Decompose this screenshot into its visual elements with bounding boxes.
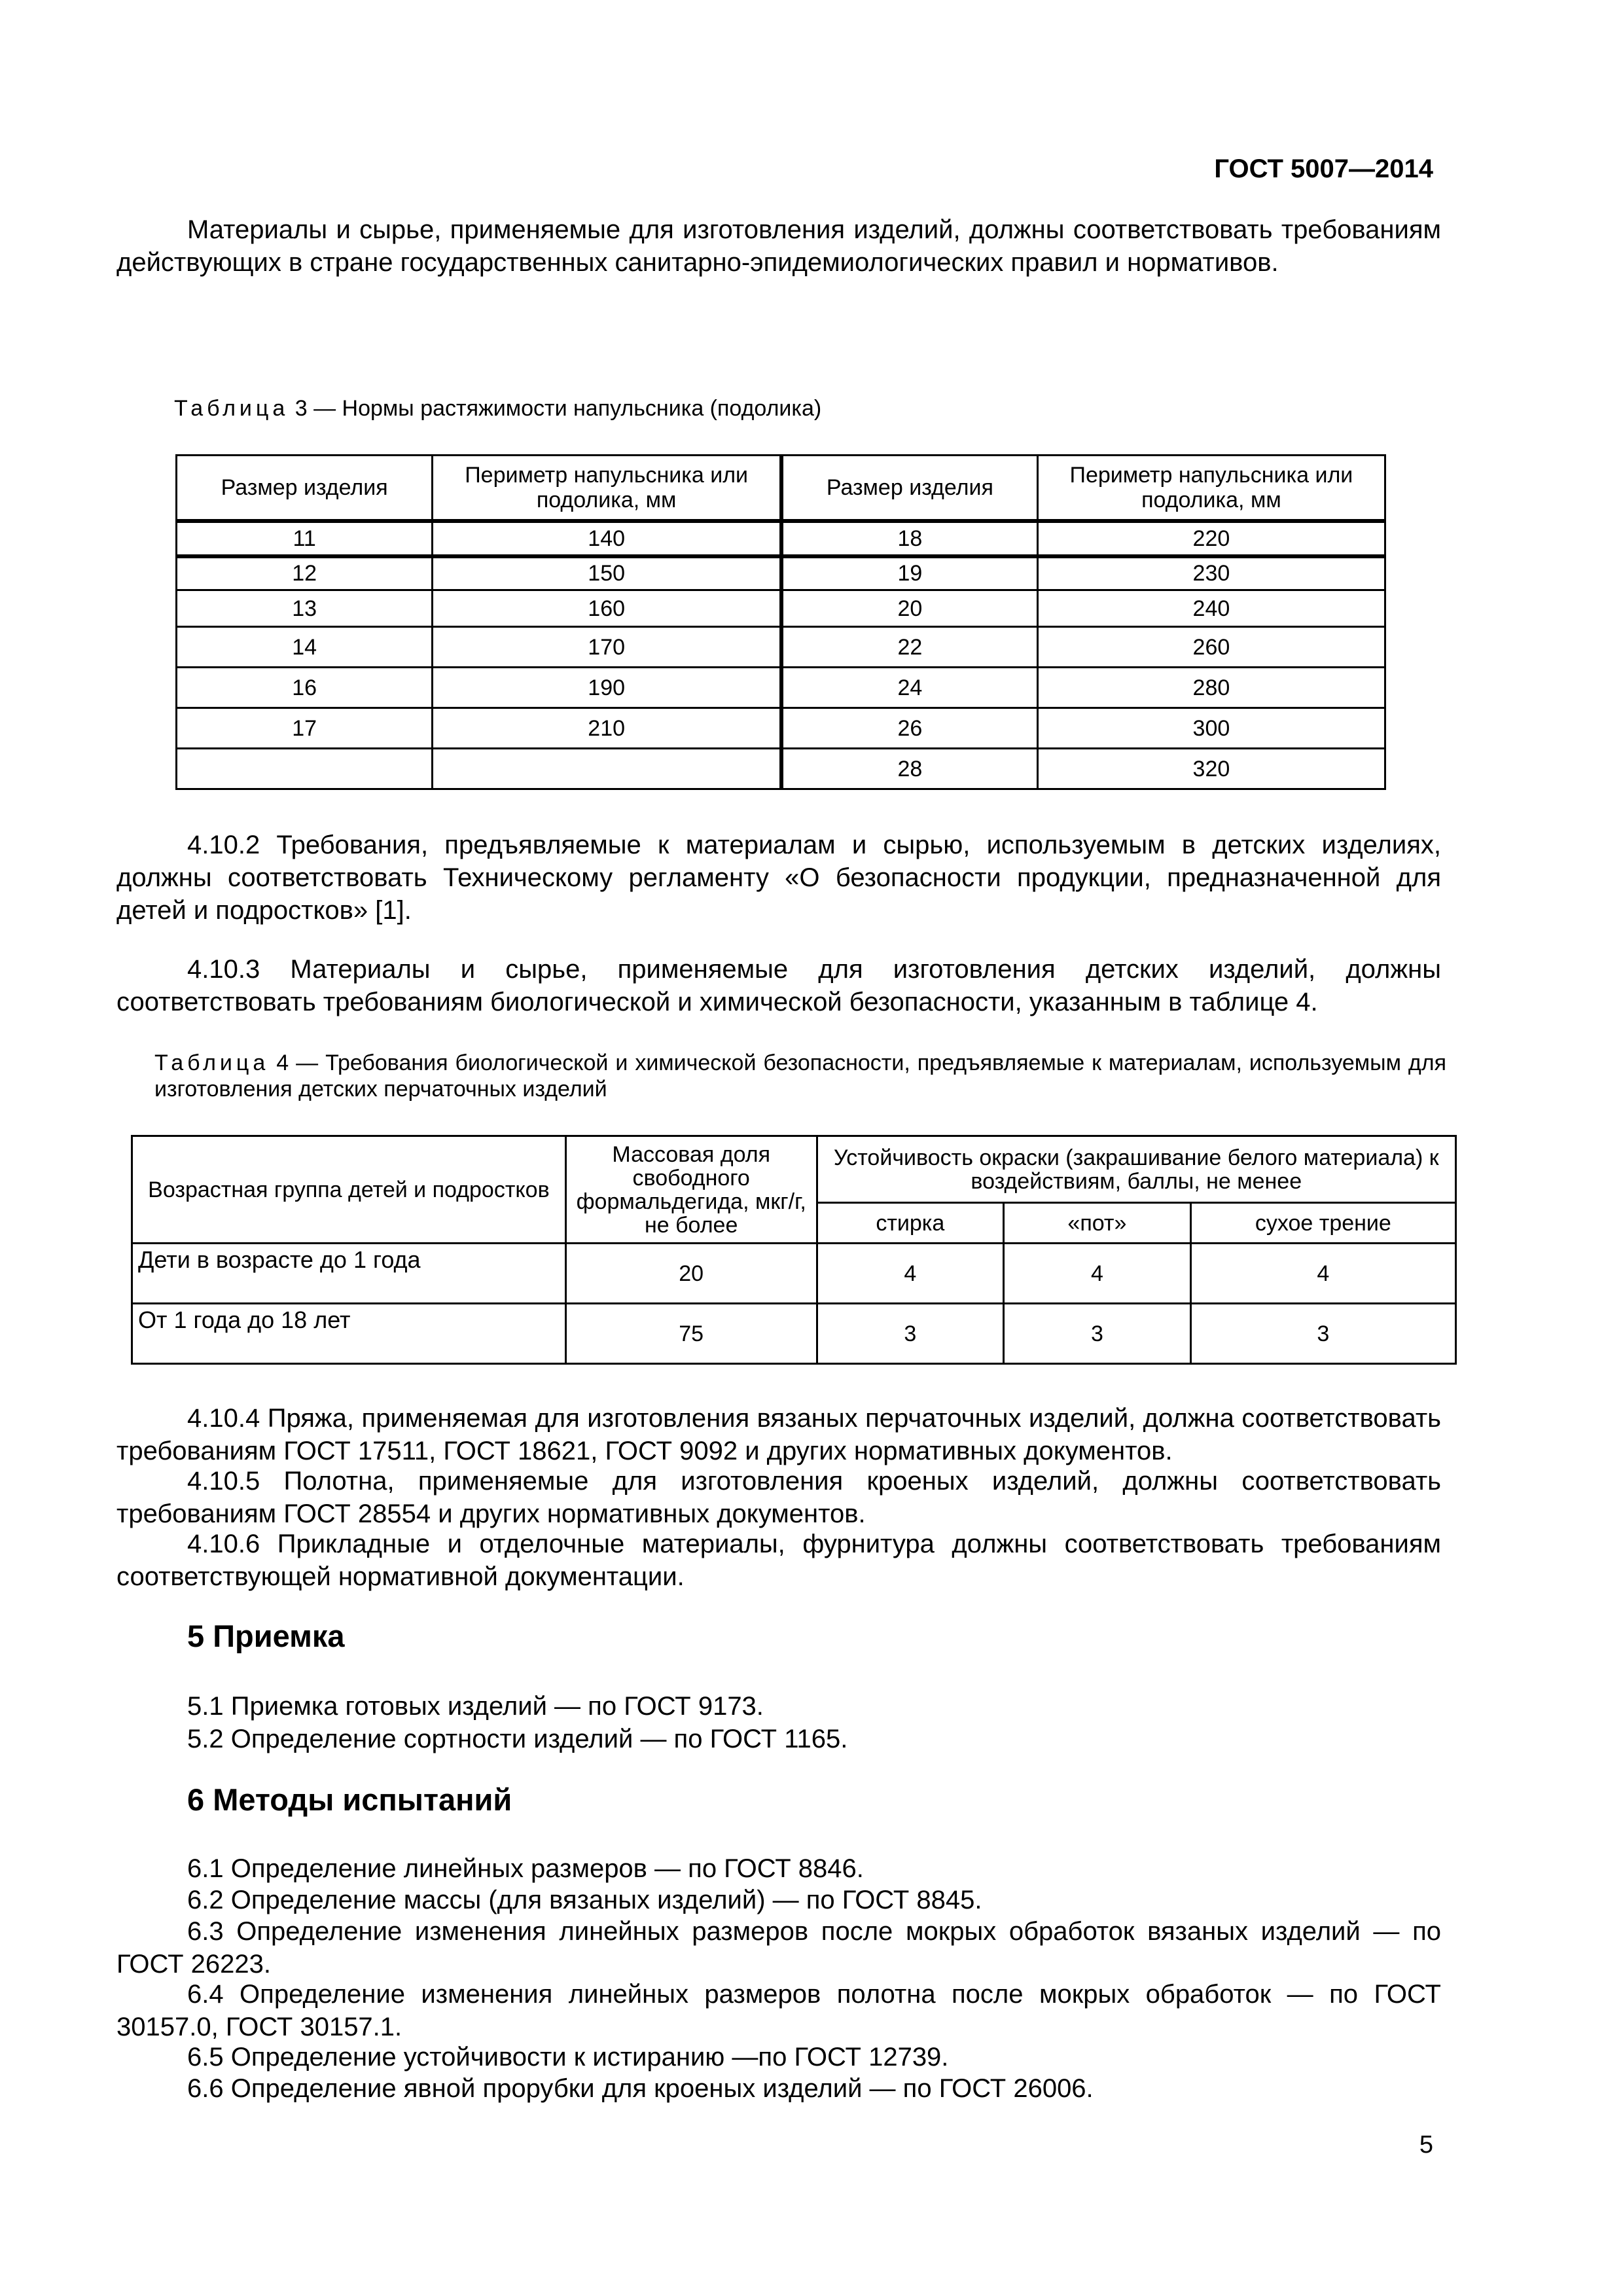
table-cell: 14 xyxy=(177,627,433,668)
table-cell: 3 xyxy=(1190,1304,1455,1364)
table-subheader-cell: «пот» xyxy=(1004,1203,1191,1244)
list-item: 6.6 Определение явной прорубки для кроеных изделий — по ГОСТ 26006. xyxy=(187,2074,1094,2103)
table-cell: 320 xyxy=(1037,749,1385,789)
page-number: 5 xyxy=(1419,2131,1433,2159)
table-header-cell: Периметр напульсника или подолика, мм xyxy=(1037,456,1385,521)
paragraph-text: 4.10.3 Материалы и сырье, применяемые для изготовления детских изделий, должны соответствовать требованиям биологической и химической безопасности, указанным в таблице 4. xyxy=(116,955,1441,1016)
section-5-heading: 5 Приемка xyxy=(187,1619,345,1653)
list-item xyxy=(116,1978,1441,2043)
table-cell: 16 xyxy=(177,668,433,708)
list-item-text: 6.3 Определение изменения линейных размеров после мокрых обработок вязаных изделий — по ГОСТ 26223. xyxy=(116,1917,1441,1979)
table-cell: 260 xyxy=(1037,627,1385,668)
table4-caption-prefix: Таблица xyxy=(154,1050,270,1075)
list-item: 6.5 Определение устойчивости к истиранию —по ГОСТ 12739. xyxy=(187,2043,949,2072)
table4-caption xyxy=(154,1050,1446,1102)
table-cell: 17 xyxy=(177,708,433,749)
paragraph-4-10-6 xyxy=(116,1528,1441,1593)
table-cell: 190 xyxy=(433,668,781,708)
paragraph-4-10-2 xyxy=(116,829,1441,927)
table-header-row xyxy=(177,456,1385,521)
table-4 xyxy=(131,1135,1457,1365)
table-header-cell: Устойчивость окраски (закрашивание белого материала) к воздействиям, баллы, не менее xyxy=(817,1136,1455,1203)
table3-caption-text: 3 — Нормы растяжимости напульсника (подолика) xyxy=(289,396,822,421)
table-row xyxy=(132,1304,1456,1364)
table-subheader-cell: сухое трение xyxy=(1190,1203,1455,1244)
table-cell: 150 xyxy=(433,556,781,590)
table-cell: 220 xyxy=(1037,521,1385,556)
table-cell: 20 xyxy=(565,1244,817,1304)
table-row xyxy=(177,521,1385,556)
paragraph-4-10-4 xyxy=(116,1402,1441,1467)
list-item: 5.2 Определение сортности изделий — по ГОСТ 1165. xyxy=(187,1725,848,1753)
table-row xyxy=(177,708,1385,749)
table-header-row xyxy=(132,1136,1456,1203)
table-row xyxy=(177,590,1385,627)
table-cell: 3 xyxy=(817,1304,1004,1364)
table-cell: 140 xyxy=(433,521,781,556)
table-cell: 170 xyxy=(433,627,781,668)
list-item: 5.1 Приемка готовых изделий — по ГОСТ 9173. xyxy=(187,1692,764,1721)
table-cell: 24 xyxy=(781,668,1037,708)
table-cell: 230 xyxy=(1037,556,1385,590)
table-cell: 75 xyxy=(565,1304,817,1364)
table-cell: От 1 года до 18 лет xyxy=(132,1304,566,1364)
table-cell: 160 xyxy=(433,590,781,627)
intro-paragraph xyxy=(116,213,1441,279)
document-number-header: ГОСТ 5007—2014 xyxy=(1214,154,1433,183)
table-row xyxy=(177,556,1385,590)
table-cell: 28 xyxy=(781,749,1037,789)
table-cell: 4 xyxy=(1004,1244,1191,1304)
table-subheader-cell: стирка xyxy=(817,1203,1004,1244)
table-cell: 4 xyxy=(1190,1244,1455,1304)
paragraph-text: 4.10.5 Полотна, применяемые для изготовления кроеных изделий, должны соответствовать требованиям ГОСТ 28554 и других нормативных документов. xyxy=(116,1467,1441,1528)
table-row xyxy=(132,1244,1456,1304)
table-cell: 18 xyxy=(781,521,1037,556)
table-cell: 4 xyxy=(817,1244,1004,1304)
table-cell xyxy=(177,749,433,789)
paragraph-text: 4.10.4 Пряжа, применяемая для изготовления вязаных перчаточных изделий, должна соответствовать требованиям ГОСТ 17511, ГОСТ 18621, ГОСТ 9092 и других нормативных документов. xyxy=(116,1404,1441,1465)
table4-caption-text: 4 — Требования биологической и химической безопасности, предъявляемые к материалам, используемым для изготовления детских перчаточных изделий xyxy=(154,1050,1446,1102)
table-row xyxy=(177,627,1385,668)
table-cell: 210 xyxy=(433,708,781,749)
table-3 xyxy=(175,454,1386,790)
list-item: 6.2 Определение массы (для вязаных изделий) — по ГОСТ 8845. xyxy=(187,1886,982,1914)
table-cell: 19 xyxy=(781,556,1037,590)
paragraph-4-10-3 xyxy=(116,953,1441,1018)
table-header-cell: Периметр напульсника или подолика, мм xyxy=(433,456,781,521)
paragraph-4-10-5 xyxy=(116,1465,1441,1530)
table-cell: Дети в возрасте до 1 года xyxy=(132,1244,566,1304)
table-cell: 20 xyxy=(781,590,1037,627)
table-cell: 280 xyxy=(1037,668,1385,708)
table-header-cell: Размер изделия xyxy=(781,456,1037,521)
table-header-cell: Размер изделия xyxy=(177,456,433,521)
list-item-text: 6.4 Определение изменения линейных размеров полотна после мокрых обработок — по ГОСТ 30157.0, ГОСТ 30157.1. xyxy=(116,1980,1441,2041)
table-cell: 3 xyxy=(1004,1304,1191,1364)
section-6-heading: 6 Методы испытаний xyxy=(187,1782,512,1817)
list-item xyxy=(116,1915,1441,1981)
table-cell: 240 xyxy=(1037,590,1385,627)
table-cell: 300 xyxy=(1037,708,1385,749)
table-header-cell: Возрастная группа детей и подростков xyxy=(132,1136,566,1244)
table-row xyxy=(177,749,1385,789)
table-header-cell: Массовая доля свободного формальдегида, мкг/г, не более xyxy=(565,1136,817,1244)
table-row xyxy=(177,668,1385,708)
paragraph-text: 4.10.6 Прикладные и отделочные материалы, фурнитура должны соответствовать требованиям соответствующей нормативной документации. xyxy=(116,1530,1441,1591)
table3-caption-prefix: Таблица xyxy=(174,396,289,421)
table-cell: 22 xyxy=(781,627,1037,668)
table-cell: 26 xyxy=(781,708,1037,749)
paragraph-text: 4.10.2 Требования, предъявляемые к материалам и сырью, используемым в детских изделиях, должны соответствовать Техническому регламенту «О безопасности продукции, предназначенной для детей и подростков» [1]. xyxy=(116,831,1441,925)
table-cell: 12 xyxy=(177,556,433,590)
intro-paragraph-text: Материалы и сырье, применяемые для изготовления изделий, должны соответствовать требованиям действующих в стране государственных санитарно-эпидемиологических правил и нормативов. xyxy=(116,215,1441,277)
table-cell xyxy=(433,749,781,789)
list-item: 6.1 Определение линейных размеров — по ГОСТ 8846. xyxy=(187,1854,864,1883)
table-cell: 11 xyxy=(177,521,433,556)
table-cell: 13 xyxy=(177,590,433,627)
table3-caption xyxy=(174,395,821,422)
